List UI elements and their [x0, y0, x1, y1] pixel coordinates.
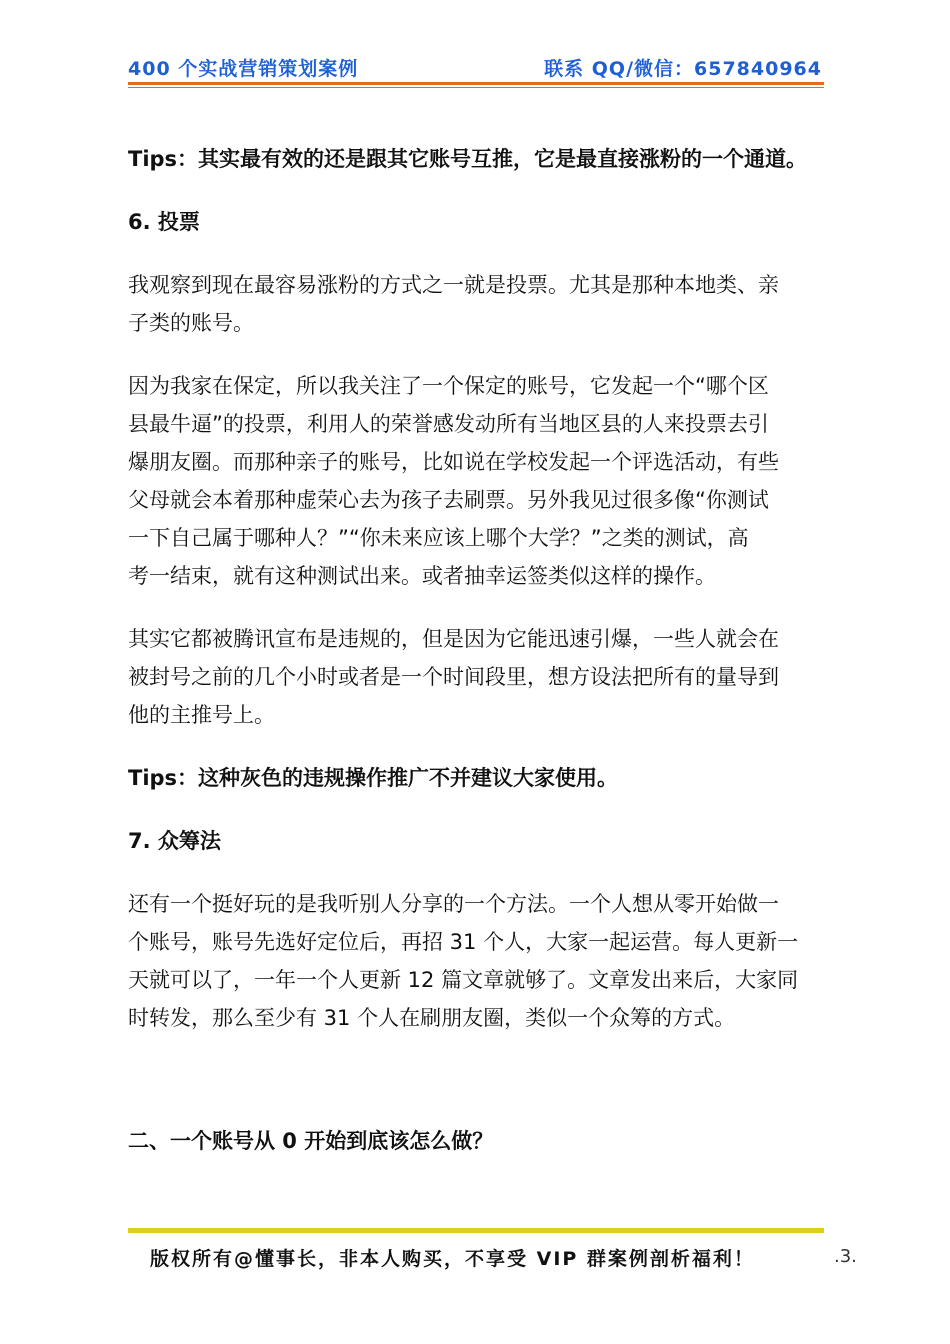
page-header	[128, 54, 822, 80]
body-paragraph: 其实它都被腾讯宣布是违规的，但是因为它能迅速引爆，一些人就会在 被封号之前的几个小时或者是一个时间段里，想方设法把所有的量导到 他的主推号上。	[128, 627, 779, 727]
body-paragraph: 还有一个挺好玩的是我听别人分享的一个方法。一个人想从零开始做一 个账号，账号先选好定位后，再招 31 个人，大家一起运营。每人更新一 天就可以了，一年一个人更新 12 篇文章就够了。文章发出来后，大家同 时转发，那么至少有 31 个人在刷朋友圈，类似一个众筹的方式。	[128, 892, 799, 1030]
header-rule	[128, 82, 824, 85]
document-body	[128, 140, 828, 1185]
section-heading: 6. 投票	[128, 210, 200, 234]
header-rule-thin	[128, 87, 824, 88]
body-paragraph: 我观察到现在最容易涨粉的方式之一就是投票。尤其是那种本地类、亲 子类的账号。	[128, 273, 779, 335]
footer-copyright: 版权所有@懂事长，非本人购买，不享受 VIP 群案例剖析福利！	[150, 1248, 755, 1270]
spacer	[128, 1062, 828, 1122]
tips-paragraph: Tips：这种灰色的违规操作推广不并建议大家使用。	[128, 766, 619, 790]
tips-paragraph: Tips：其实最有效的还是跟其它账号互推，它是最直接涨粉的一个通道。	[128, 147, 808, 171]
section-heading: 7. 众筹法	[128, 829, 221, 853]
header-contact: 联系 QQ/微信：657840964	[544, 58, 822, 80]
chapter-heading: 二、一个账号从 0 开始到底该怎么做？	[128, 1129, 494, 1153]
body-paragraph: 因为我家在保定，所以我关注了一个保定的账号，它发起一个“哪个区 县最牛逼”的投票，利用人的荣誉感发动所有当地区县的人来投票去引 爆朋友圈。而那种亲子的账号，比如说在学校发起一个评选活动，有些 父母就会本着那种虚荣心去为孩子去刷票。另外我见过很多像“你测试 一下自己属于哪种人？”“你未来应该上哪个大学？”之类的测试，高 考一结束，就有这种测试出来。或者抽幸运签类似这样的操作。	[128, 374, 779, 588]
header-title: 400 个实战营销策划案例	[128, 58, 359, 80]
page-number: .3.	[834, 1246, 857, 1267]
footer-rule	[128, 1228, 824, 1233]
